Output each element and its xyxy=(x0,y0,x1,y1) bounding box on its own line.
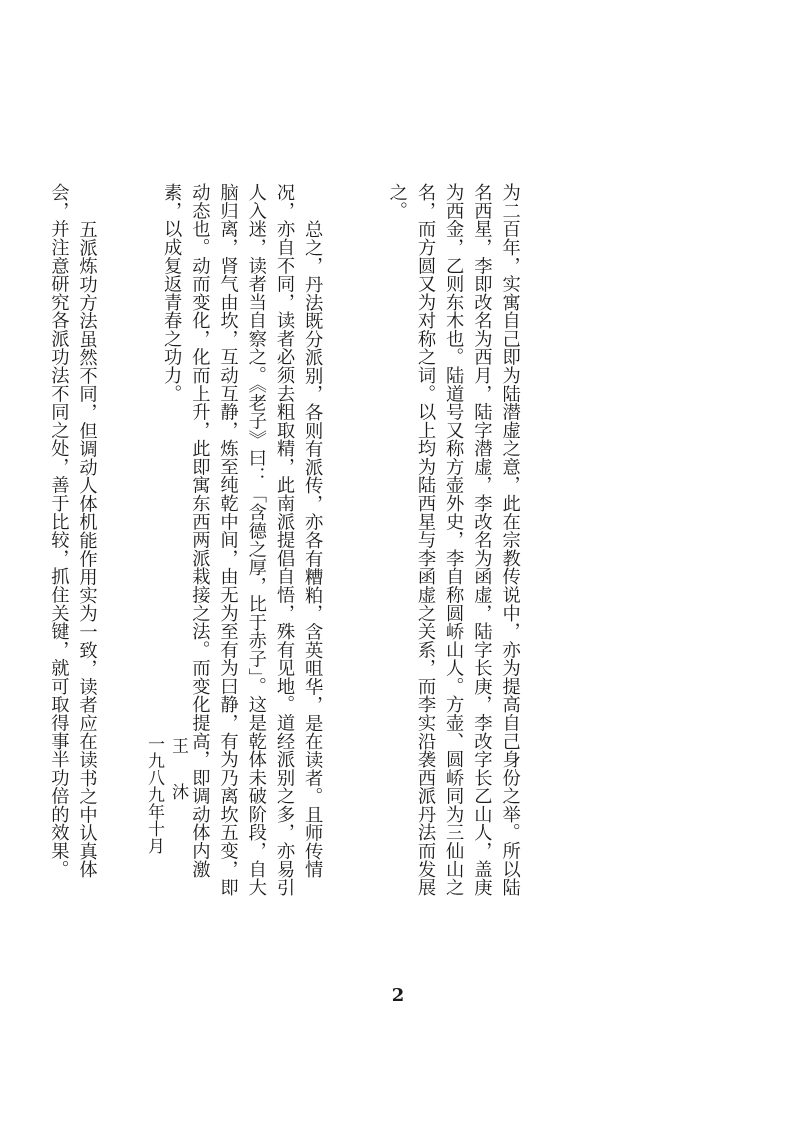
author-name: 王 沐 xyxy=(168,737,188,806)
signature-date: 一九八九年十月 xyxy=(144,735,164,854)
paragraph-3: 五派炼功方法虽然不同，但调动人体机能作用实为一致，读者应在读书之中认真体会，并注意研究各派功法不同之处，善于比较，抓住关键，就可取得事半功倍的效果。 xyxy=(48,183,98,879)
paragraph-1: 为二百年，实寓自己即为陆潜虚之意，此在宗教传说中，亦为提高自己身份之举。所以陆名西星，李即改名为西月，陆字潜虚，李改名为函虚，陆字长庚，李改字长乙山人，盖庚为西金，乙则东木也。陆道号又称方壶外史，李自称圆峤山人。方壶、圆峤同为三仙山之名，而方圆又为对称之词。以上均为陆西星与李函虚之关系，而李实沿袭西派丹法而发展之。 xyxy=(386,183,521,897)
paragraph-2: 总之，丹法既分派别，各则有派传，亦各有糟粕，含英咀华，是在读者。且师传情况，亦自不同，读者必须去粗取精，此南派提倡自悟，殊有见地。道经派别之多，亦易引人入迷，读者当自察之。《老子》曰：「含德之厚，比于赤子」。这是乾体未破阶段，自大脑归离，肾气由坎，互动互静，炼至纯乾中间，由无为至有为曰静，有为乃离坎五变，即动态也。动而变化，化而上升，此即寓东西两派栽接之法。而变化提高，即调动体内激素，以成复返青春之功力。 xyxy=(161,183,324,897)
page-number: 2 xyxy=(391,985,405,1006)
signature-block xyxy=(140,735,190,875)
